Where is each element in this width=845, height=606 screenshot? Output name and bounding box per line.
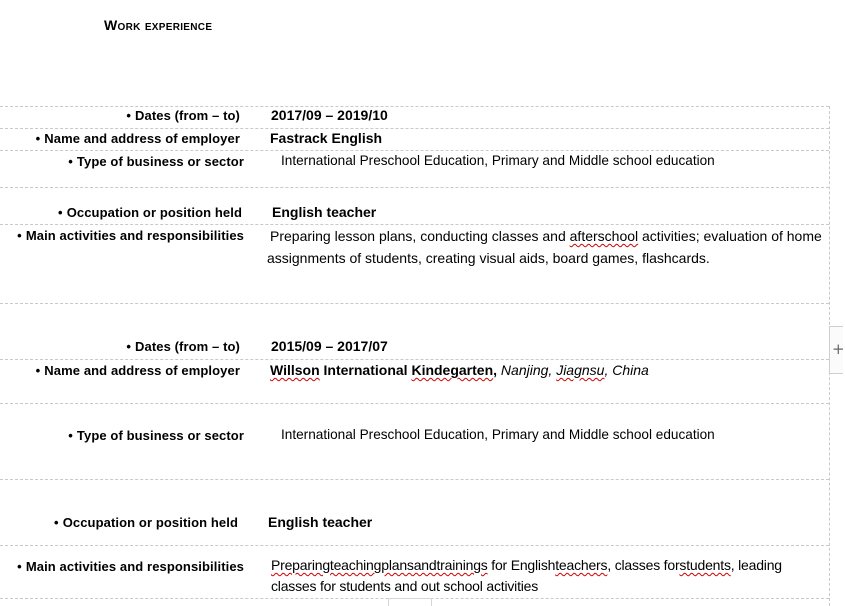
activities-value: Preparing lesson plans, conducting classes and afterschool activities; evaluation of home assignments of students, creating visual aids, board games, flashcards.	[267, 228, 822, 266]
row-divider	[0, 303, 829, 304]
activities-value: Preparingteachingplansandtrainings for Englishteachers, classes forstudents, leading classes for students and out school activities	[271, 557, 782, 594]
spellcheck-word: Willson	[270, 362, 320, 378]
bullet-icon: •	[126, 339, 131, 354]
bullet-icon: •	[68, 428, 73, 443]
activities-label: • Main activities and responsibilities	[17, 559, 244, 574]
row-divider	[0, 187, 829, 188]
occupation-value: English teacher	[268, 514, 373, 530]
bullet-icon: •	[126, 108, 131, 123]
dates-label: • Dates (from – to)	[126, 108, 240, 123]
occupation-value: English teacher	[272, 204, 377, 220]
business-label: • Type of business or sector	[68, 428, 244, 443]
spellcheck-word: Preparingteachingplansandtrainings	[271, 557, 488, 573]
spellcheck-word: students	[679, 557, 731, 573]
employer-value: Fastrack English	[270, 130, 383, 146]
employer-label: • Name and address of employer	[35, 363, 240, 378]
bullet-icon: •	[17, 228, 22, 243]
row-divider	[0, 545, 829, 546]
row-divider	[0, 150, 829, 151]
table-resize-handle[interactable]	[388, 598, 432, 606]
bullet-icon: •	[68, 154, 73, 169]
dates-value: 2017/09 – 2019/10	[271, 107, 388, 123]
business-value: International Preschool Education, Primary and Middle school education	[281, 427, 715, 442]
add-row-handle[interactable]	[829, 326, 843, 374]
row-divider	[0, 359, 829, 360]
spellcheck-word: afterschool	[569, 228, 639, 244]
bullet-icon: •	[35, 363, 41, 378]
business-value: International Preschool Education, Primary and Middle school education	[281, 153, 715, 168]
row-divider	[0, 403, 829, 404]
bullet-icon: •	[17, 559, 22, 574]
section-title: Work experience	[104, 17, 213, 33]
occupation-label: • Occupation or position held	[54, 515, 238, 530]
spellcheck-word: teachers	[555, 557, 608, 573]
bullet-icon: •	[35, 131, 41, 146]
activities-label: • Main activities and responsibilities	[17, 228, 244, 243]
occupation-label: • Occupation or position held	[58, 205, 242, 220]
dates-value: 2015/09 – 2017/07	[271, 338, 388, 354]
dates-label: • Dates (from – to)	[126, 339, 240, 354]
plus-icon: +	[832, 340, 845, 358]
row-divider	[0, 128, 829, 129]
spellcheck-word: Kindegarten	[411, 362, 494, 378]
employer-label: • Name and address of employer	[35, 131, 240, 146]
business-label: • Type of business or sector	[68, 154, 244, 169]
bullet-icon: •	[54, 515, 59, 530]
row-divider	[0, 479, 829, 480]
employer-value: Willson International Kindegarten, Nanjing, Jiagnsu, China	[270, 362, 649, 378]
spellcheck-word: Jiagnsu	[556, 362, 605, 378]
table-border-top	[0, 106, 829, 107]
bullet-icon: •	[58, 205, 63, 220]
